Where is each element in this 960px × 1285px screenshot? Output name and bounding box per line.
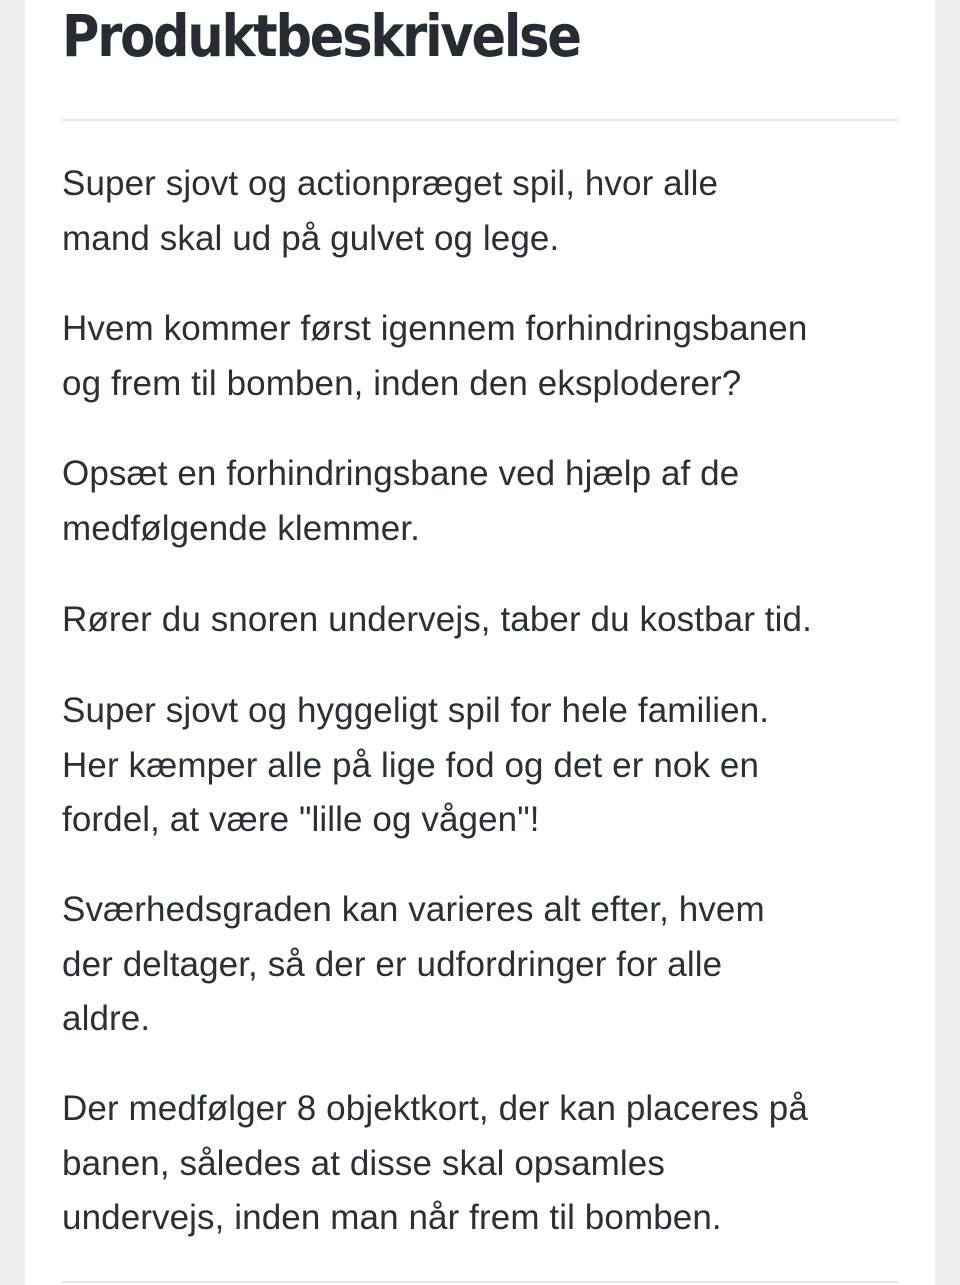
- description-paragraph-2: Hvem kommer først igennem forhindringsbanen og frem til bomben, inden den eksploderer?: [62, 309, 808, 403]
- description-paragraph-5: Super sjovt og hyggeligt spil for hele familien. Her kæmper alle på lige fod og det er nok en fordel, at være "lille og vågen"!: [62, 691, 770, 839]
- description-paragraph-7: Der medfølger 8 objektkort, der kan placeres på banen, således at disse skal opsamles undervejs, inden man når frem til bomben.: [62, 1089, 808, 1237]
- description-paragraph-4: Rører du snoren undervejs, taber du kostbar tid.: [62, 600, 812, 639]
- title-divider: [62, 119, 898, 121]
- section-title: Produktbeskrivelse: [62, 2, 580, 70]
- description-paragraph-1: Super sjovt og actionpræget spil, hvor alle mand skal ud på gulvet og lege.: [62, 164, 719, 258]
- product-description-card: [25, 0, 935, 1285]
- bottom-divider: [62, 1281, 898, 1283]
- description-paragraph-3: Opsæt en forhindringsbane ved hjælp af de medfølgende klemmer.: [62, 454, 740, 548]
- description-paragraph-6: Sværhedsgraden kan varieres alt efter, hvem der deltager, så der er udfordringer for alle aldre.: [62, 890, 765, 1038]
